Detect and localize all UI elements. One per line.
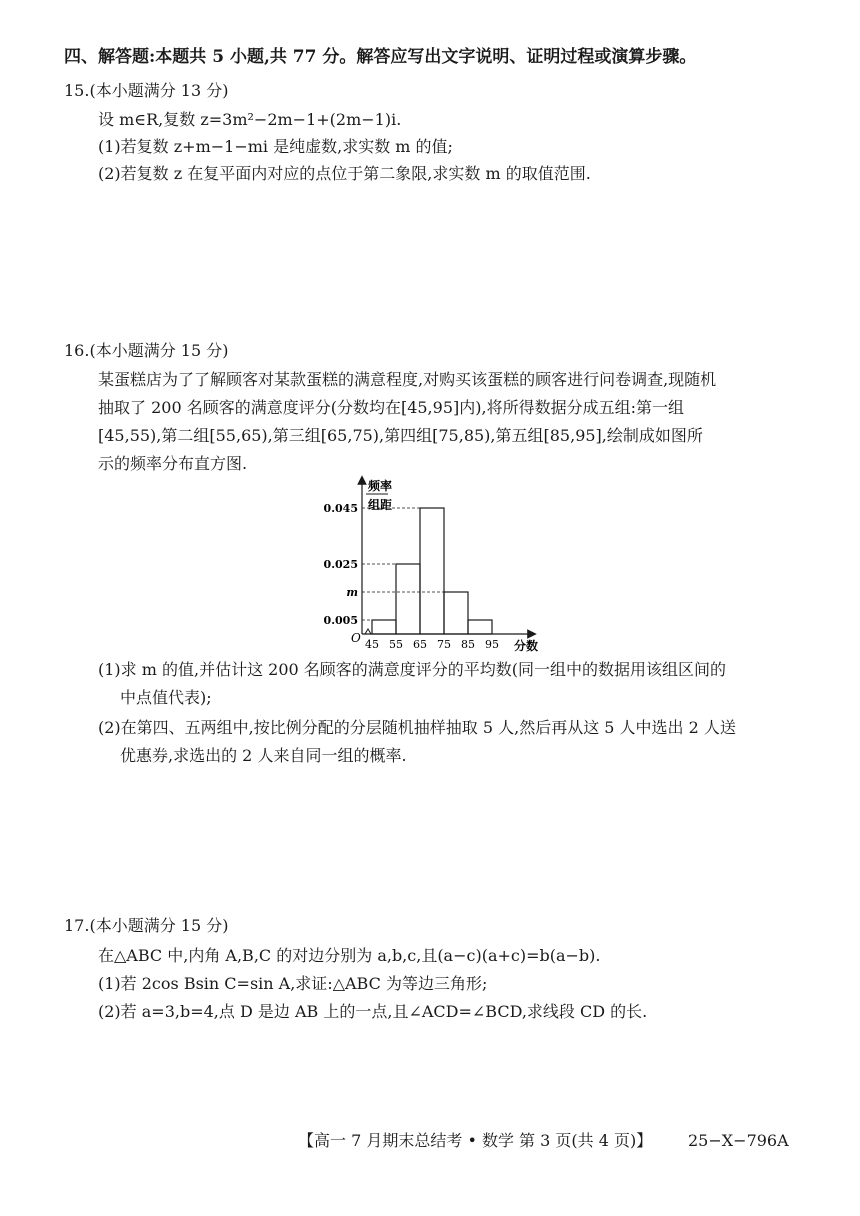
x-axis-label: 分数	[514, 639, 539, 652]
y-tick-label: m	[346, 586, 358, 599]
section-heading: 四、解答题:本题共 5 小题,共 77 分。解答应写出文字说明、证明过程或演算步骤。	[64, 47, 697, 67]
q16-title: 16.(本小题满分 15 分)	[64, 341, 229, 360]
histogram-bar	[420, 508, 444, 634]
y-tick-label: 0.045	[323, 502, 358, 515]
q16-part2-line: 优惠券,求选出的 2 人来自同一组的概率.	[120, 746, 407, 765]
axis-break-icon	[365, 629, 371, 634]
y-axis-label-top: 频率	[368, 479, 393, 493]
q15-title: 15.(本小题满分 13 分)	[64, 81, 229, 100]
histogram-marks	[324, 502, 499, 651]
q15-part1: (1)若复数 z+m−1−mi 是纯虚数,求实数 m 的值;	[98, 137, 453, 156]
histogram-bar	[444, 592, 468, 634]
y-tick-label: 0.025	[323, 558, 358, 571]
footer-code: 25−X−796A	[688, 1131, 789, 1150]
q17-title: 17.(本小题满分 15 分)	[64, 916, 229, 935]
q17-stem: 在△ABC 中,内角 A,B,C 的对边分别为 a,b,c,且(a−c)(a+c)=b(a−b).	[98, 946, 601, 965]
q16-stem-line: 某蛋糕店为了了解顾客对某款蛋糕的满意程度,对购买该蛋糕的顾客进行问卷调查,现随机	[98, 370, 717, 389]
x-tick-label: 85	[461, 638, 475, 651]
x-tick-label: 45	[365, 638, 379, 651]
x-tick-label: 65	[413, 638, 427, 651]
y-tick-label: 0.005	[323, 614, 358, 627]
y-axis-label-bottom: 组距	[368, 498, 393, 512]
q16-stem-line: 示的频率分布直方图.	[98, 454, 248, 473]
histogram-bar	[396, 564, 420, 634]
x-tick-label: 55	[389, 638, 403, 651]
q16-part2-line: (2)在第四、五两组中,按比例分配的分层随机抽样抽取 5 人,然后再从这 5 人中选出 2 人送	[98, 718, 736, 737]
x-tick-label: 75	[437, 638, 451, 651]
q16-part1-line: 中点值代表);	[120, 688, 212, 707]
q16-stem-line: 抽取了 200 名顾客的满意度评分(分数均在[45,95]内),将所得数据分成五组:第一组	[98, 398, 684, 417]
q17-part2: (2)若 a=3,b=4,点 D 是边 AB 上的一点,且∠ACD=∠BCD,求线段 CD 的长.	[98, 1002, 648, 1021]
histogram-bar	[372, 620, 396, 634]
q16-part1-line: (1)求 m 的值,并估计这 200 名顾客的满意度评分的平均数(同一组中的数据用该组区间的	[98, 660, 727, 679]
origin-label: O	[351, 631, 361, 645]
x-tick-label: 95	[485, 638, 499, 651]
q15-part2: (2)若复数 z 在复平面内对应的点位于第二象限,求实数 m 的取值范围.	[98, 164, 591, 183]
frequency-histogram	[318, 474, 558, 652]
q15-stem: 设 m∈R,复数 z=3m²−2m−1+(2m−1)i.	[98, 110, 402, 129]
footer-label: 【高一 7 月期末总结考 • 数学 第 3 页(共 4 页)】	[298, 1131, 653, 1150]
q17-part1: (1)若 2cos Bsin C=sin A,求证:△ABC 为等边三角形;	[98, 974, 488, 993]
q16-stem-line: [45,55),第二组[55,65),第三组[65,75),第四组[75,85),第五组[85,95],绘制成如图所	[98, 426, 703, 445]
histogram-bar	[468, 620, 492, 634]
